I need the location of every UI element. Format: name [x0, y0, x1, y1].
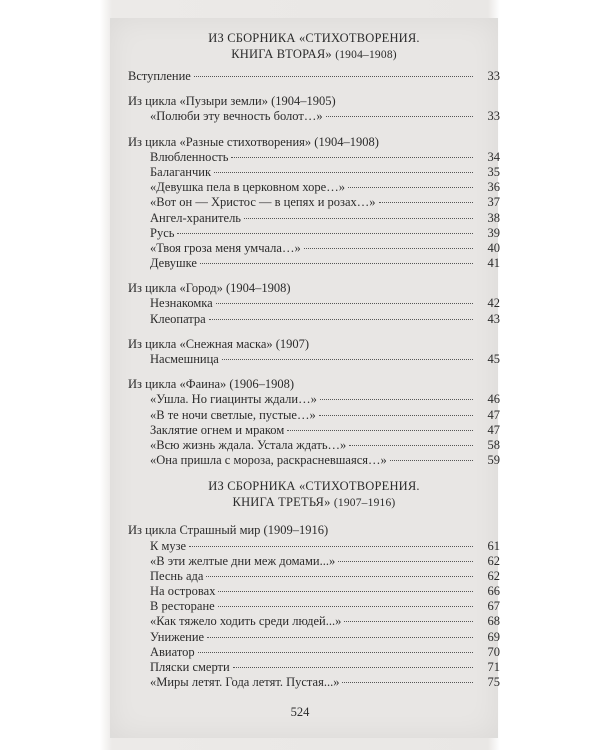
leader-dots	[218, 606, 473, 607]
toc-entry-page: 70	[487, 644, 500, 659]
toc-entry-page: 41	[487, 256, 500, 271]
leader-dots	[222, 359, 473, 360]
toc-entry-page: 62	[487, 568, 500, 583]
toc-entry-page: 66	[487, 584, 500, 599]
toc-entry[interactable]	[128, 226, 500, 241]
toc-entry[interactable]	[128, 453, 500, 468]
toc-entry[interactable]	[128, 296, 500, 311]
leader-dots	[233, 667, 473, 668]
toc-entry[interactable]	[128, 660, 500, 675]
toc-entry[interactable]	[128, 109, 500, 124]
leader-dots	[216, 303, 473, 304]
leader-dots	[200, 263, 473, 264]
leader-dots	[304, 248, 473, 249]
leader-dots	[287, 430, 473, 431]
table-of-contents	[128, 30, 500, 690]
leader-dots	[349, 445, 473, 446]
page-number: 524	[290, 705, 310, 719]
toc-entry[interactable]	[128, 614, 500, 629]
toc-entry-page: 46	[487, 392, 500, 407]
toc-entry-title: Авиатор	[150, 644, 195, 659]
toc-entry[interactable]	[128, 256, 500, 271]
cycle-title: Из цикла «Снежная маска» (1907)	[128, 336, 310, 351]
toc-entry[interactable]	[128, 408, 500, 423]
toc-entry-page: 45	[487, 352, 500, 366]
leader-dots	[189, 546, 473, 547]
leader-dots	[342, 682, 473, 683]
toc-entry[interactable]	[128, 195, 500, 210]
toc-entry-title: Ангел-хранитель	[150, 210, 242, 225]
leader-dots	[390, 460, 473, 461]
toc-entry-page: 33	[487, 69, 500, 83]
toc-entry[interactable]	[128, 584, 500, 599]
toc-entry[interactable]	[128, 438, 500, 453]
toc-entry[interactable]	[128, 180, 500, 195]
leader-dots	[207, 637, 473, 638]
leader-dots	[319, 415, 473, 416]
toc-entry[interactable]	[128, 312, 500, 327]
toc-entry-page: 39	[487, 225, 500, 240]
toc-entry[interactable]	[128, 630, 500, 645]
cycle-title: Из цикла «Фаина» (1906–1908)	[128, 377, 295, 392]
section-heading-line2: КНИГА ТРЕТЬЯ»	[232, 495, 331, 510]
section-heading-years: (1904–1908)	[335, 49, 397, 61]
leader-dots	[198, 652, 473, 653]
toc-entry[interactable]	[128, 165, 500, 180]
toc-entry-page: 62	[487, 553, 500, 568]
toc-entry-title: Незнакомка	[150, 296, 213, 311]
section-heading-line1: ИЗ СБОРНИКА «СТИХОТВОРЕНИЯ.	[208, 31, 420, 45]
leader-dots	[338, 561, 473, 562]
toc-entry-title: «Девушка пела в церковном хоре…»	[150, 180, 345, 195]
section-heading-book-three	[128, 478, 500, 511]
toc-entry[interactable]	[128, 645, 500, 660]
leader-dots	[348, 187, 473, 188]
toc-entry-intro[interactable]	[128, 69, 500, 84]
leader-dots	[231, 157, 473, 158]
toc-entry-page: 43	[487, 311, 500, 326]
toc-entry[interactable]	[128, 539, 500, 554]
toc-entry-title: Насмешница	[150, 352, 219, 366]
toc-entry-page: 33	[487, 109, 500, 124]
toc-entry-page: 47	[487, 407, 500, 422]
toc-entry-title: В ресторане	[150, 599, 215, 614]
toc-entry-page: 58	[487, 437, 500, 452]
toc-entry-page: 61	[487, 538, 500, 553]
toc-entry-page: 34	[487, 149, 500, 164]
toc-entry-title: Пляски смерти	[150, 660, 230, 674]
toc-entry[interactable]	[128, 211, 500, 226]
leader-dots	[326, 116, 473, 117]
toc-entry[interactable]	[128, 675, 500, 690]
toc-entry-page: 71	[487, 660, 500, 674]
toc-entry-title: Балаганчик	[150, 164, 212, 179]
leader-dots	[244, 218, 473, 219]
section-heading-line2: КНИГА ВТОРАЯ»	[231, 47, 332, 61]
toc-entry-title: «Полюби эту вечность болот…»	[150, 109, 323, 124]
leader-dots	[177, 233, 473, 234]
leader-dots	[218, 591, 473, 592]
toc-entry[interactable]	[128, 554, 500, 569]
toc-entry-title: «Как тяжело ходить среди людей...»	[150, 614, 342, 629]
toc-entry-page: 47	[487, 422, 500, 437]
toc-entry-title: «Она пришла с мороза, раскрасневшаяся…»	[150, 453, 387, 468]
cycle-title: Из цикла «Город» (1904–1908)	[128, 281, 291, 296]
toc-entry-title: Влюбленность	[150, 149, 229, 164]
cycle-title: Из цикла Страшный мир (1909–1916)	[128, 523, 329, 538]
toc-entry[interactable]	[128, 392, 500, 407]
leader-dots	[379, 202, 473, 203]
section-heading-line1: ИЗ СБОРНИКА «СТИХОТВОРЕНИЯ.	[208, 479, 420, 494]
toc-entry-title: «В эти желтые дни меж домами...»	[150, 553, 336, 568]
toc-entry-title: «Твоя гроза меня умчала…»	[150, 240, 301, 255]
toc-entry-page: 40	[487, 240, 500, 255]
toc-entry-page: 75	[487, 675, 500, 690]
toc-entry[interactable]	[128, 352, 500, 367]
toc-entry[interactable]	[128, 599, 500, 614]
leader-dots	[209, 319, 473, 320]
toc-entry-page: 42	[487, 296, 500, 311]
toc-entry-title: Русь	[150, 225, 175, 240]
leader-dots	[320, 399, 473, 400]
toc-entry-page: 35	[487, 164, 500, 179]
toc-entry-title: Девушке	[150, 256, 197, 271]
toc-entry-page: 69	[487, 629, 500, 644]
toc-entry-title: На островах	[150, 584, 216, 599]
toc-entry-title: «Всю жизнь ждала. Устала ждать…»	[150, 437, 347, 452]
toc-entry[interactable]	[128, 423, 500, 438]
toc-entry-title: К музе	[150, 538, 187, 553]
toc-entry-page: 68	[487, 614, 500, 629]
toc-entry-page: 37	[487, 195, 500, 210]
toc-entry-page: 38	[487, 210, 500, 225]
toc-entry-title: Вступление	[128, 69, 191, 83]
toc-entry-title: «Вот он — Христос — в цепях и розах…»	[150, 195, 376, 210]
section-heading-years: (1907–1916)	[333, 497, 396, 510]
toc-entry[interactable]	[128, 569, 500, 584]
toc-entry-title: «В те ночи светлые, пустые…»	[150, 407, 316, 422]
cycle-title: Из цикла «Пузыри земли» (1904–1905)	[128, 94, 336, 109]
toc-entry-page: 59	[487, 453, 500, 468]
toc-entry-page: 67	[487, 599, 500, 614]
toc-entry-title: Заклятие огнем и мраком	[150, 422, 285, 437]
toc-entry[interactable]	[128, 150, 500, 165]
toc-entry-page: 36	[487, 180, 500, 195]
toc-entry-title: Унижение	[150, 629, 205, 644]
toc-entry-title: «Ушла. Но гиацинты ждали…»	[150, 392, 317, 407]
leader-dots	[344, 621, 473, 622]
section-heading-book-two	[128, 30, 500, 63]
toc-entry-title: «Миры летят. Года летят. Пустая...»	[150, 675, 340, 690]
leader-dots	[214, 172, 473, 173]
toc-entry-title: Клеопатра	[150, 311, 206, 326]
toc-entry-title: Песнь ада	[150, 568, 204, 583]
toc-entry[interactable]	[128, 241, 500, 256]
leader-dots	[194, 76, 473, 77]
cycle-title: Из цикла «Разные стихотворения» (1904–1908)	[128, 134, 379, 149]
leader-dots	[206, 576, 473, 577]
